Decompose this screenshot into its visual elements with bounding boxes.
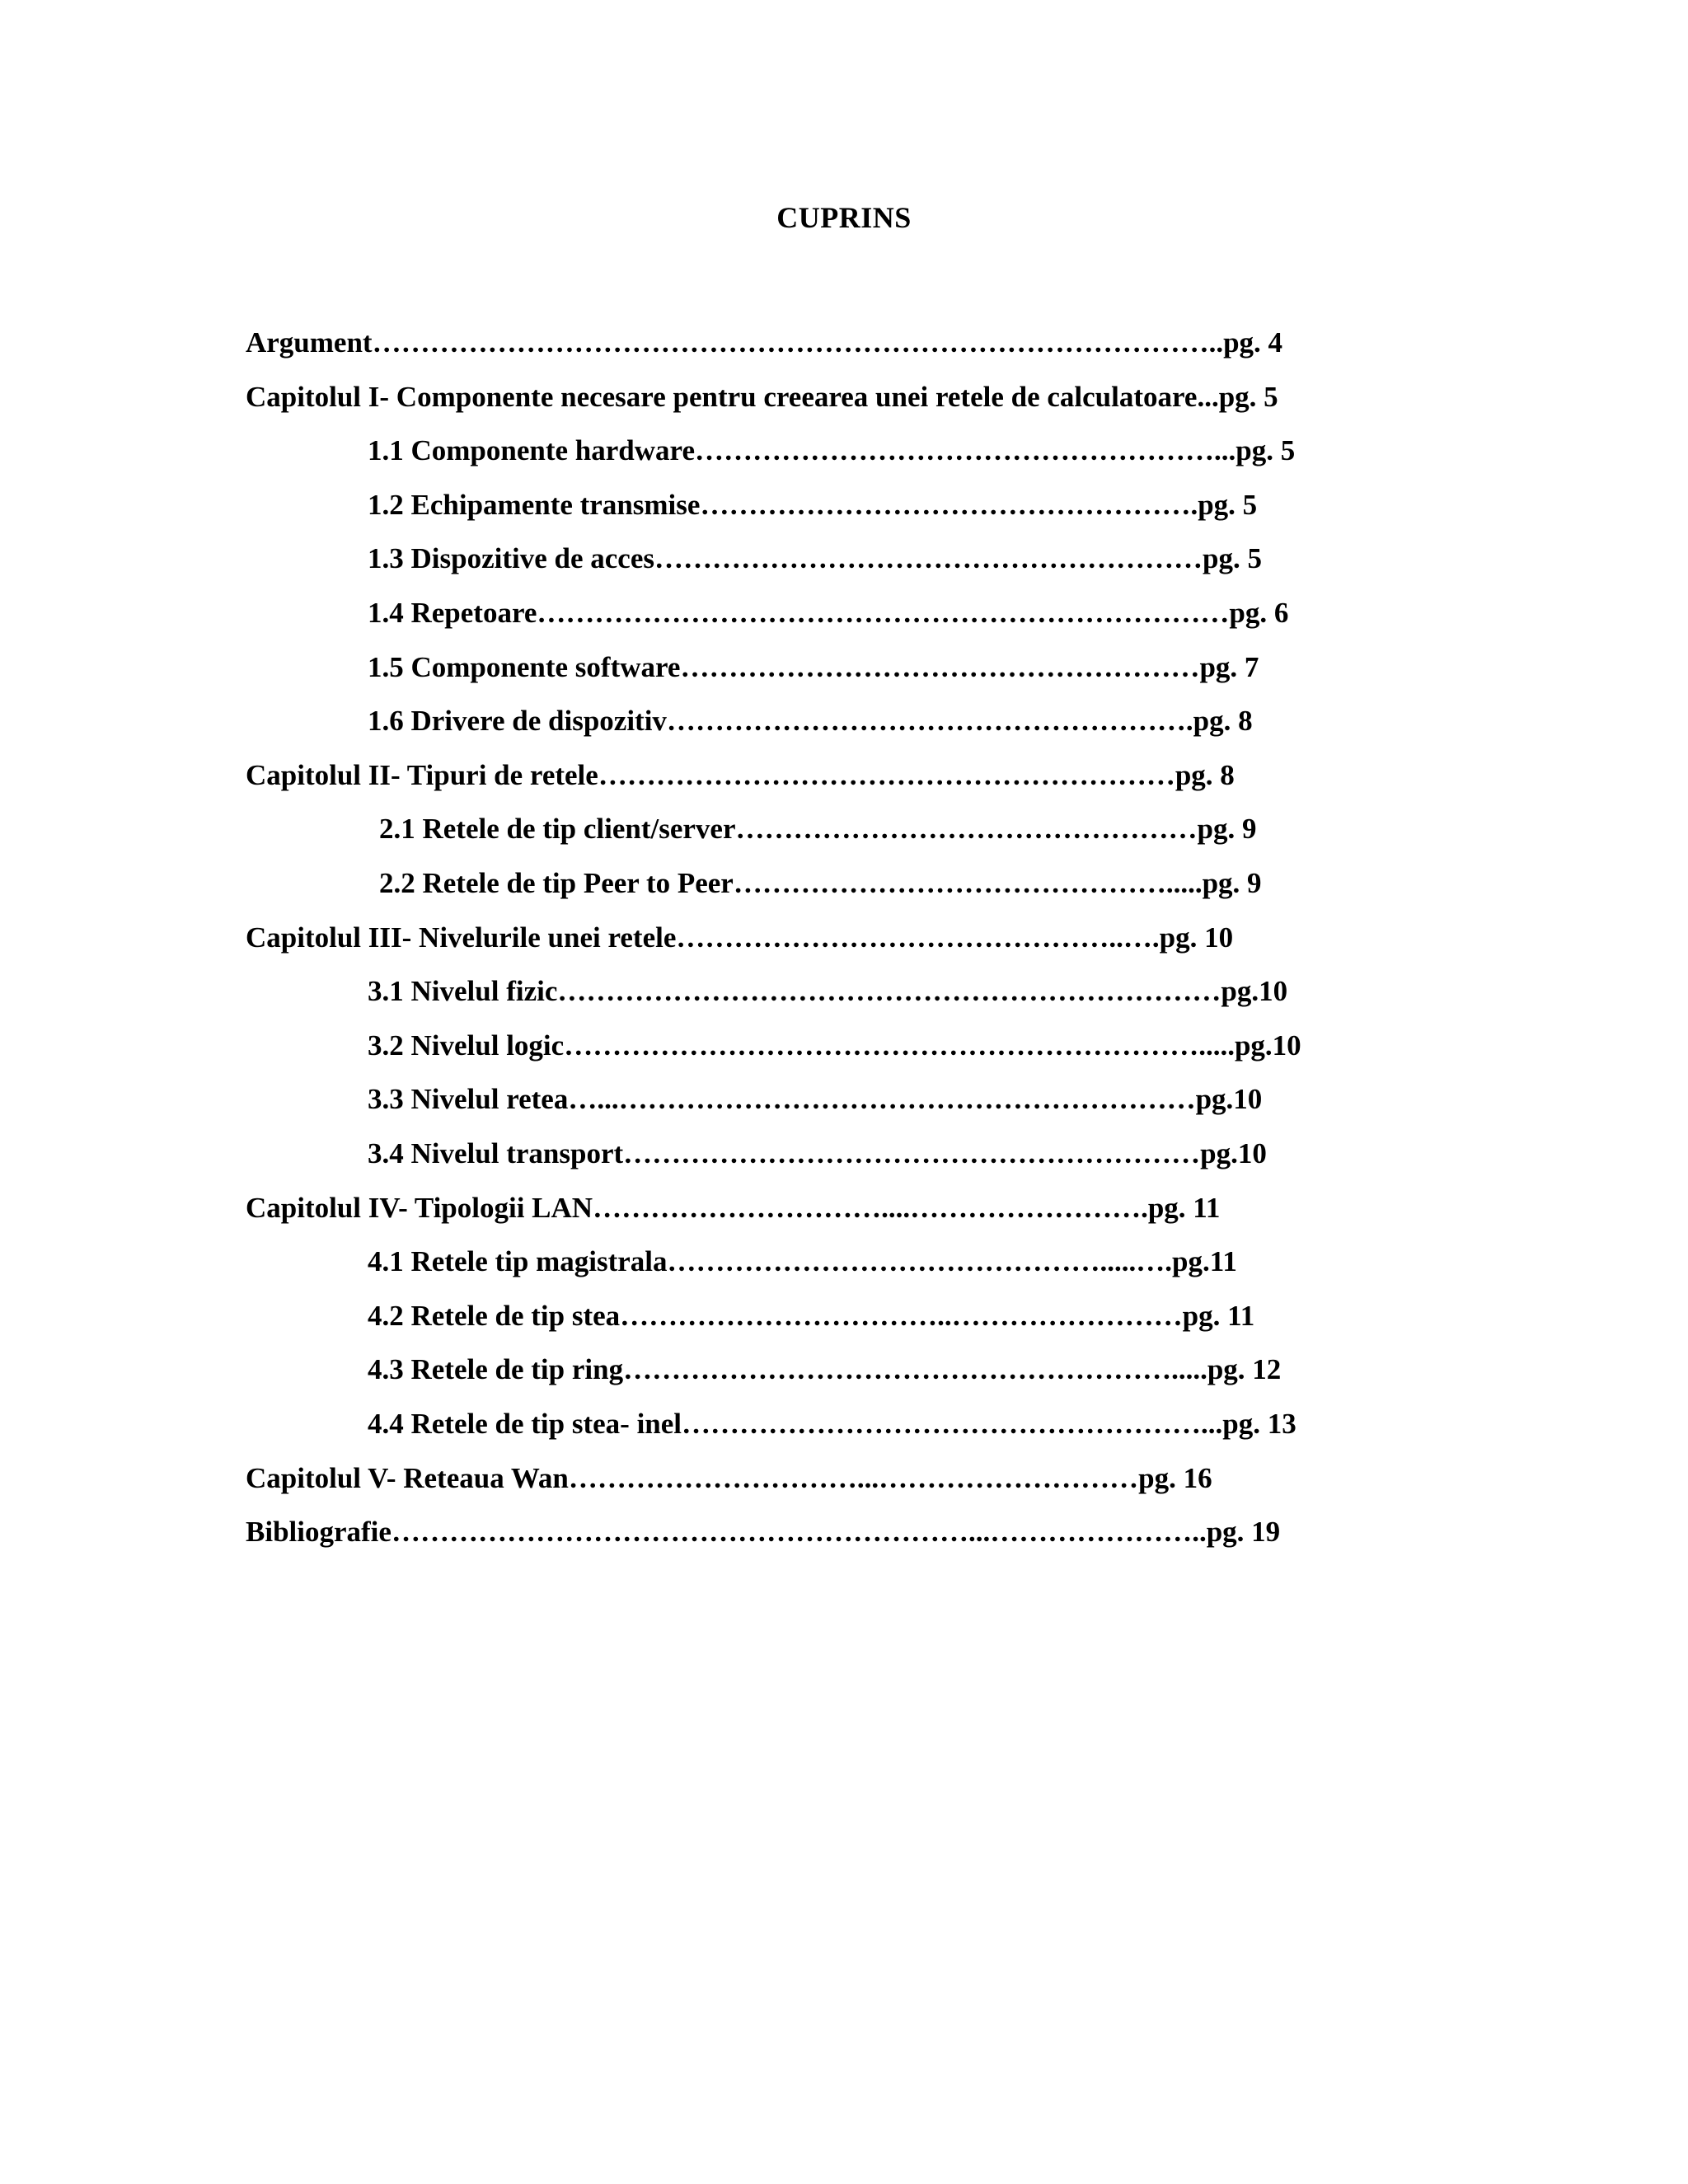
toc-leader-dots: ………………………………………………. [666, 705, 1193, 738]
toc-chapter-entry [246, 1456, 1418, 1501]
toc-page-number: pg. 8 [1175, 758, 1235, 791]
toc-leader-dots: …………………………………………………… [623, 1137, 1201, 1169]
toc-entry-title: Capitolul IV- Tipologii LAN [246, 1191, 593, 1224]
toc-leader-dots: …………………………………………………… [598, 758, 1175, 791]
toc-page-number: pg. 12 [1207, 1353, 1282, 1386]
toc-page-number: pg.11 [1172, 1245, 1237, 1278]
toc-section-entry [379, 807, 1418, 851]
toc-leader-dots: ……………………………..…………………… [620, 1299, 1183, 1332]
toc-page-number: pg. 9 [1197, 813, 1257, 846]
toc-entry-title: 4.2 Retele de tip stea [368, 1299, 621, 1332]
toc-chapter-entry [246, 375, 1418, 419]
toc-leader-dots: ………………………………………………... [694, 434, 1236, 467]
toc-leader-dots: ………………………………………..…. [676, 921, 1160, 954]
toc-page-number: pg. 5 [1218, 380, 1278, 413]
toc-entry-title: 4.3 Retele de tip ring [368, 1353, 624, 1386]
toc-leader-dots: ……………………………………………………………… [537, 597, 1230, 629]
toc-leader-dots: ………………………………………………... [682, 1408, 1223, 1440]
toc-chapter-entry [246, 916, 1418, 960]
toc-section-entry [368, 645, 1418, 690]
toc-entry-title: 4.4 Retele de tip stea- inel [368, 1408, 682, 1440]
toc-section-entry [368, 1347, 1418, 1392]
toc-page-number: pg. 11 [1182, 1299, 1255, 1332]
toc-leader-dots: …………………………………………………………………………….. [372, 326, 1224, 359]
toc-leader-dots: …………………………....……………………. [593, 1191, 1148, 1224]
toc-entry-title: 3.3 Nivelul retea [368, 1083, 569, 1116]
toc-leader-dots: …………………………………………………..... [623, 1353, 1207, 1386]
toc-entry-title: 2.1 Retele de tip client/server [379, 813, 736, 846]
toc-entry-title: 3.2 Nivelul logic [368, 1029, 565, 1062]
toc-entry-title: Capitolul II- Tipuri de retele [246, 758, 598, 791]
toc-section-entry [368, 537, 1418, 581]
toc-page-number: pg. 6 [1229, 597, 1289, 629]
toc-page-number: pg. 11 [1147, 1191, 1221, 1224]
toc-entry-title: 1.6 Drivere de dispozitiv [368, 705, 667, 738]
toc-leader-dots: ………………………………………………… [654, 542, 1203, 575]
toc-page-number: pg. 4 [1223, 326, 1283, 359]
toc-section-entry [379, 861, 1418, 906]
toc-leader-dots: ……………………………………………………...………………….. [391, 1516, 1207, 1549]
toc-page-number: pg. 9 [1202, 867, 1262, 899]
toc-entry-title: Capitolul V- Reteaua Wan [246, 1461, 569, 1494]
toc-leader-dots: ……………………………………….....…. [667, 1245, 1173, 1278]
toc-page-number: pg.10 [1234, 1029, 1301, 1062]
toc-page-number: pg.10 [1195, 1083, 1263, 1116]
toc-page-number: pg. 19 [1206, 1516, 1281, 1549]
toc-section-entry [368, 699, 1418, 743]
page-title: CUPRINS [776, 201, 912, 234]
toc-entry-title: 1.1 Componente hardware [368, 434, 695, 467]
toc-section-entry [368, 1294, 1418, 1338]
toc-leader-dots: ………………………………………..... [733, 867, 1203, 899]
toc-page-number: pg. 13 [1222, 1408, 1296, 1440]
toc-page-number: pg. 5 [1236, 434, 1296, 467]
toc-section-entry [368, 591, 1418, 635]
toc-page-number: pg. 5 [1198, 488, 1258, 521]
toc-leader-dots: …………………………...……………………… [568, 1461, 1139, 1494]
toc-leader-dots: …...…………………………………………………… [568, 1083, 1196, 1116]
toc-section-entry [368, 483, 1418, 527]
toc-page-number: pg. 5 [1202, 542, 1262, 575]
toc-leader-dots: ……………………………………………… [680, 650, 1200, 683]
toc-page-number: pg. 16 [1138, 1461, 1212, 1494]
toc-entry-title: Capitolul I- Componente necesare pentru creearea unei retele de calculatoare [246, 380, 1198, 413]
toc-entry-title: 1.2 Echipamente transmise [368, 488, 701, 521]
toc-leader-dots: ………………………………………… [735, 813, 1198, 846]
toc-page-number: pg.10 [1200, 1137, 1267, 1169]
toc-entry-title: 1.3 Dispozitive de acces [368, 542, 654, 575]
toc-section-entry [368, 1402, 1418, 1446]
toc-chapter-entry [246, 1186, 1418, 1230]
toc-entry-title: 1.4 Repetoare [368, 597, 537, 629]
toc-entry-title: Bibliografie [246, 1516, 392, 1549]
toc-page-number: pg. 7 [1199, 650, 1259, 683]
toc-leader-dots: ……………………………………………. [700, 488, 1198, 521]
toc-entry-title: 2.2 Retele de tip Peer to Peer [379, 867, 734, 899]
toc-chapter-entry [246, 1510, 1418, 1554]
toc-leader-dots: …………………………………………………………..... [564, 1029, 1235, 1062]
toc-entry-title: Capitolul III- Nivelurile unei retele [246, 921, 677, 954]
toc-entry-title: 1.5 Componente software [368, 650, 681, 683]
toc-section-entry [368, 1024, 1418, 1068]
toc-leader-dots: ... [1197, 380, 1219, 413]
toc-section-entry [368, 1077, 1418, 1122]
toc-chapter-entry [246, 321, 1418, 365]
toc-page-number: pg. 8 [1193, 705, 1253, 738]
toc-entry-title: Argument [246, 326, 373, 359]
toc-entry-title: 3.1 Nivelul fizic [368, 975, 558, 1008]
toc-entry-title: 4.1 Retele tip magistrala [368, 1245, 668, 1278]
toc-page-number: pg. 10 [1159, 921, 1234, 954]
toc-section-entry [368, 1240, 1418, 1284]
toc-leader-dots: …………………………………………………………… [557, 975, 1221, 1008]
toc-page-number: pg.10 [1221, 975, 1288, 1008]
toc-section-entry [368, 1132, 1418, 1176]
toc-section-entry [368, 969, 1418, 1014]
toc-section-entry [368, 429, 1418, 473]
toc-entry-title: 3.4 Nivelul transport [368, 1137, 624, 1169]
toc-chapter-entry [246, 753, 1418, 798]
